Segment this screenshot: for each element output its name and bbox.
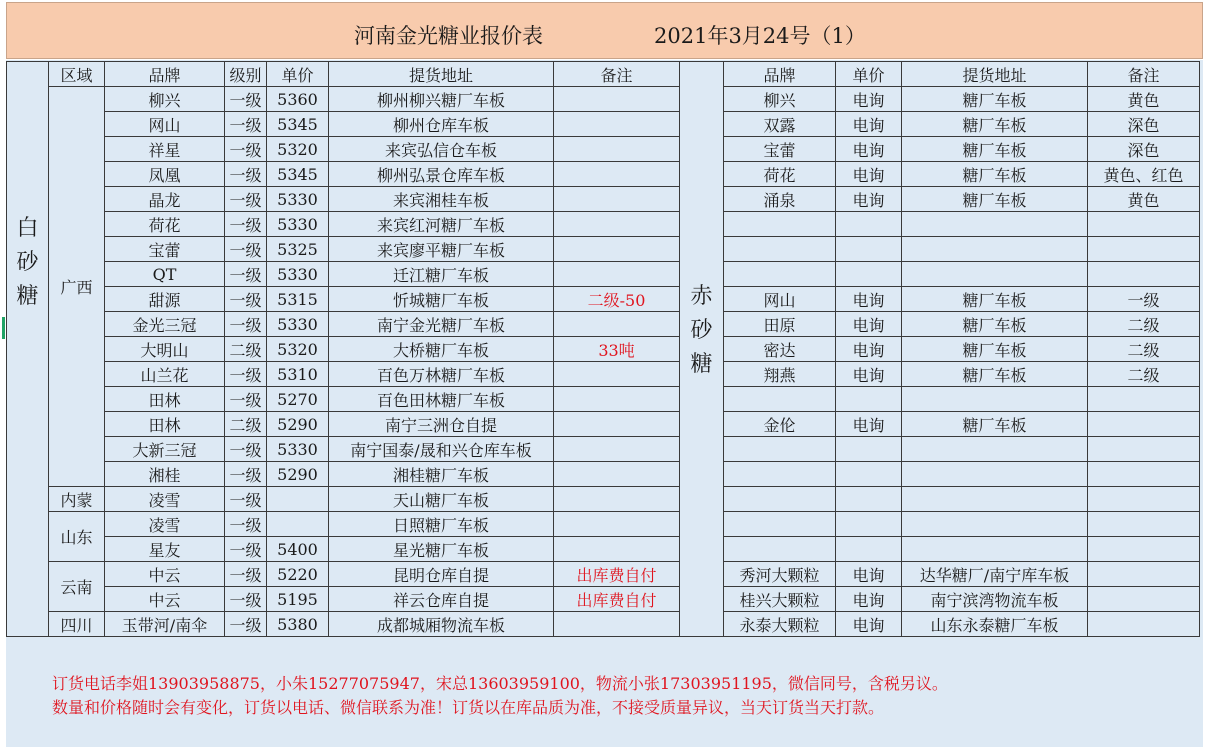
note-cell[interactable]: 出库费自付 [554,562,680,587]
address-cell[interactable]: 忻城糖厂车板 [329,287,554,312]
brown-price-cell[interactable]: 电询 [836,112,902,137]
footer-notes [52,672,1192,720]
price-cell[interactable]: 5310 [267,362,329,387]
grade-cell[interactable]: 一级 [225,587,267,612]
address-cell[interactable]: 柳州柳兴糖厂车板 [329,87,554,112]
brown-note-cell[interactable]: 一级 [1088,287,1200,312]
brown-note-cell[interactable] [1088,562,1200,587]
region-cell[interactable]: 内蒙 [49,487,105,512]
brown-brand-cell[interactable] [724,387,836,412]
header-cell[interactable]: 品牌 [724,62,836,87]
table-row [7,87,1200,112]
brown-address-cell[interactable]: 糖厂车板 [902,137,1088,162]
brown-price-cell[interactable] [836,487,902,512]
price-cell[interactable]: 5345 [267,162,329,187]
brown-brand-cell[interactable] [724,237,836,262]
note-cell[interactable] [554,162,680,187]
grade-cell[interactable]: 一级 [225,162,267,187]
grade-cell[interactable]: 一级 [225,312,267,337]
category-brown-sugar[interactable] [680,62,724,637]
region-cell[interactable]: 四川 [49,612,105,637]
brown-price-cell[interactable]: 电询 [836,187,902,212]
brown-price-cell[interactable] [836,512,902,537]
price-cell[interactable]: 5290 [267,462,329,487]
note-cell[interactable] [554,487,680,512]
brown-brand-cell[interactable]: 田原 [724,312,836,337]
note-cell[interactable] [554,112,680,137]
brown-brand-cell[interactable]: 秀河大颗粒 [724,562,836,587]
price-cell[interactable]: 5320 [267,137,329,162]
grade-cell[interactable]: 一级 [225,512,267,537]
grade-cell[interactable]: 一级 [225,212,267,237]
brown-note-cell[interactable] [1088,237,1200,262]
brown-price-cell[interactable]: 电询 [836,162,902,187]
brown-address-cell[interactable]: 糖厂车板 [902,412,1088,437]
brown-brand-cell[interactable]: 宝蕾 [724,137,836,162]
brown-note-cell[interactable] [1088,587,1200,612]
brown-price-cell[interactable] [836,237,902,262]
brand-cell[interactable]: 网山 [105,112,225,137]
price-cell[interactable]: 5325 [267,237,329,262]
brown-price-cell[interactable] [836,437,902,462]
table-row [7,562,1200,587]
grade-cell[interactable]: 一级 [225,262,267,287]
price-cell[interactable]: 5360 [267,87,329,112]
brown-note-cell[interactable] [1088,487,1200,512]
grade-cell[interactable]: 一级 [225,612,267,637]
brand-cell[interactable]: 荷花 [105,212,225,237]
table-row [7,412,1200,437]
note-cell[interactable] [554,187,680,212]
region-cell[interactable]: 广西 [49,87,105,487]
table-row [7,487,1200,512]
brown-brand-cell[interactable]: 荷花 [724,162,836,187]
category-char: 白 [16,216,39,241]
brown-price-cell[interactable]: 电询 [836,412,902,437]
note-cell[interactable]: 出库费自付 [554,587,680,612]
footer-line-contact: 订货电话李姐13903958875，小朱15277075947，宋总13603959100，物流小张17303951195，微信同号，含税另议。 [52,674,948,693]
brown-brand-cell[interactable]: 网山 [724,287,836,312]
selection-indicator [2,317,5,339]
note-cell[interactable] [554,312,680,337]
brown-price-cell[interactable]: 电询 [836,87,902,112]
brown-price-cell[interactable]: 电询 [836,287,902,312]
brown-note-cell[interactable] [1088,387,1200,412]
brown-brand-cell[interactable]: 双露 [724,112,836,137]
brand-cell[interactable]: 田林 [105,412,225,437]
category-char: 糖 [16,284,39,309]
brown-brand-cell[interactable]: 密达 [724,337,836,362]
note-cell[interactable] [554,437,680,462]
grade-cell[interactable]: 一级 [225,362,267,387]
table-row [7,137,1200,162]
grade-cell[interactable]: 一级 [225,287,267,312]
brown-price-cell[interactable]: 电询 [836,337,902,362]
category-char: 砂 [16,250,39,275]
address-cell[interactable]: 柳州仓库车板 [329,112,554,137]
region-cell[interactable]: 山东 [49,512,105,562]
price-cell[interactable]: 5195 [267,587,329,612]
brown-address-cell[interactable]: 糖厂车板 [902,312,1088,337]
brown-note-cell[interactable] [1088,412,1200,437]
brand-cell[interactable]: QT [105,262,225,287]
table-row [7,237,1200,262]
note-cell[interactable] [554,462,680,487]
brand-cell[interactable]: 凌雪 [105,487,225,512]
note-cell[interactable] [554,387,680,412]
brown-address-cell[interactable] [902,487,1088,512]
brown-price-cell[interactable] [836,537,902,562]
brown-note-cell[interactable] [1088,212,1200,237]
brown-brand-cell[interactable] [724,437,836,462]
grade-cell[interactable]: 一级 [225,562,267,587]
brown-price-cell[interactable] [836,212,902,237]
header-cell[interactable]: 品牌 [105,62,225,87]
price-cell[interactable]: 5330 [267,437,329,462]
brown-note-cell[interactable] [1088,512,1200,537]
note-cell[interactable] [554,262,680,287]
note-cell[interactable] [554,512,680,537]
grade-cell[interactable]: 二级 [225,412,267,437]
brand-cell[interactable]: 宝蕾 [105,237,225,262]
brown-brand-cell[interactable]: 翔燕 [724,362,836,387]
price-cell[interactable]: 5315 [267,287,329,312]
note-cell[interactable] [554,87,680,112]
grade-cell[interactable]: 一级 [225,187,267,212]
price-table [6,61,1200,637]
sheet-title: 河南金光糖业报价表 [354,24,543,48]
brand-cell[interactable]: 祥星 [105,137,225,162]
price-cell[interactable] [267,487,329,512]
address-cell[interactable]: 天山糖厂车板 [329,487,554,512]
price-cell[interactable]: 5400 [267,537,329,562]
grade-cell[interactable]: 一级 [225,112,267,137]
brown-address-cell[interactable]: 糖厂车板 [902,187,1088,212]
price-cell[interactable]: 5330 [267,187,329,212]
brand-cell[interactable]: 凌雪 [105,512,225,537]
title-bar[interactable] [6,2,1203,59]
brown-address-cell[interactable]: 南宁滨湾物流车板 [902,587,1088,612]
header-cell[interactable]: 单价 [836,62,902,87]
grade-cell[interactable]: 一级 [225,87,267,112]
brown-address-cell[interactable] [902,437,1088,462]
header-cell[interactable]: 提货地址 [329,62,554,87]
header-cell[interactable]: 级别 [225,62,267,87]
address-cell[interactable]: 星光糖厂车板 [329,537,554,562]
address-cell[interactable]: 来宾廖平糖厂车板 [329,237,554,262]
brown-address-cell[interactable] [902,237,1088,262]
brown-price-cell[interactable]: 电询 [836,562,902,587]
note-cell[interactable]: 二级-50 [554,287,680,312]
table-row [7,587,1200,612]
brown-note-cell[interactable] [1088,537,1200,562]
brown-address-cell[interactable]: 糖厂车板 [902,162,1088,187]
brown-note-cell[interactable]: 黄色、红色 [1088,162,1200,187]
brown-address-cell[interactable] [902,212,1088,237]
table-row [7,112,1200,137]
header-cell[interactable]: 备注 [554,62,680,87]
address-cell[interactable]: 百色田林糖厂车板 [329,387,554,412]
brown-price-cell[interactable] [836,262,902,287]
grade-cell[interactable]: 一级 [225,462,267,487]
brown-note-cell[interactable]: 二级 [1088,312,1200,337]
grade-cell[interactable]: 一级 [225,437,267,462]
sheet-date: 2021年3月24号（1） [654,24,866,48]
price-cell[interactable]: 5345 [267,112,329,137]
brown-address-cell[interactable] [902,537,1088,562]
table-row [7,212,1200,237]
grade-cell[interactable]: 一级 [225,237,267,262]
note-cell[interactable] [554,537,680,562]
brown-note-cell[interactable]: 深色 [1088,137,1200,162]
price-cell[interactable]: 5270 [267,387,329,412]
category-char: 糖 [690,352,713,377]
brown-brand-cell[interactable]: 桂兴大颗粒 [724,587,836,612]
brand-cell[interactable]: 田林 [105,387,225,412]
brown-price-cell[interactable] [836,387,902,412]
table-row [7,337,1200,362]
brand-cell[interactable]: 柳兴 [105,87,225,112]
header-cell[interactable]: 备注 [1088,62,1200,87]
note-cell[interactable] [554,212,680,237]
address-cell[interactable]: 来宾湘桂车板 [329,187,554,212]
address-cell[interactable]: 南宁三洲仓自提 [329,412,554,437]
address-cell[interactable]: 湘桂糖厂车板 [329,462,554,487]
price-cell[interactable]: 5320 [267,337,329,362]
brown-brand-cell[interactable]: 涌泉 [724,187,836,212]
brown-note-cell[interactable]: 二级 [1088,362,1200,387]
brand-cell[interactable]: 晶龙 [105,187,225,212]
brown-brand-cell[interactable]: 永泰大颗粒 [724,612,836,637]
brown-note-cell[interactable] [1088,437,1200,462]
address-cell[interactable]: 百色万林糖厂车板 [329,362,554,387]
header-cell[interactable]: 区域 [49,62,105,87]
brown-brand-cell[interactable] [724,487,836,512]
address-cell[interactable]: 来宾红河糖厂车板 [329,212,554,237]
address-cell[interactable]: 迁江糖厂车板 [329,262,554,287]
footer-line-terms: 数量和价格随时会有变化，订货以电话、微信联系为准！订货以在库品质为准，不接受质量异议，当天订货当天打款。 [52,698,885,717]
note-cell[interactable] [554,362,680,387]
brown-price-cell[interactable] [836,462,902,487]
brown-note-cell[interactable]: 深色 [1088,112,1200,137]
price-cell[interactable]: 5330 [267,212,329,237]
table-row [7,312,1200,337]
category-char: 赤 [690,284,713,309]
brown-address-cell[interactable]: 糖厂车板 [902,287,1088,312]
brand-cell[interactable]: 山兰花 [105,362,225,387]
brand-cell[interactable]: 玉带河/南伞 [105,612,225,637]
note-cell[interactable] [554,412,680,437]
brown-address-cell[interactable] [902,462,1088,487]
brown-address-cell[interactable]: 山东永泰糖厂车板 [902,612,1088,637]
address-cell[interactable]: 日照糖厂车板 [329,512,554,537]
table-row [7,537,1200,562]
brown-brand-cell[interactable] [724,212,836,237]
price-cell[interactable]: 5380 [267,612,329,637]
brown-price-cell[interactable]: 电询 [836,362,902,387]
note-cell[interactable] [554,137,680,162]
brown-note-cell[interactable]: 二级 [1088,337,1200,362]
table-row [7,362,1200,387]
brown-price-cell[interactable]: 电询 [836,587,902,612]
brand-cell[interactable]: 湘桂 [105,462,225,487]
brown-note-cell[interactable] [1088,612,1200,637]
address-cell[interactable]: 柳州弘景仓库车板 [329,162,554,187]
brand-cell[interactable]: 中云 [105,587,225,612]
brown-brand-cell[interactable]: 金伦 [724,412,836,437]
brown-address-cell[interactable]: 达华糖厂/南宁库车板 [902,562,1088,587]
table-row [7,287,1200,312]
brown-note-cell[interactable] [1088,262,1200,287]
brown-address-cell[interactable]: 糖厂车板 [902,87,1088,112]
brown-address-cell[interactable]: 糖厂车板 [902,362,1088,387]
table-row [7,612,1200,637]
brown-brand-cell[interactable] [724,512,836,537]
brand-cell[interactable]: 金光三冠 [105,312,225,337]
brown-brand-cell[interactable]: 柳兴 [724,87,836,112]
note-cell[interactable]: 33吨 [554,337,680,362]
brown-note-cell[interactable] [1088,462,1200,487]
brown-brand-cell[interactable] [724,462,836,487]
grade-cell[interactable]: 一级 [225,387,267,412]
category-white-sugar[interactable] [7,62,49,637]
table-row [7,387,1200,412]
brown-address-cell[interactable] [902,387,1088,412]
brand-cell[interactable]: 中云 [105,562,225,587]
price-cell[interactable] [267,512,329,537]
header-cell[interactable]: 提货地址 [902,62,1088,87]
grade-cell[interactable]: 一级 [225,537,267,562]
brown-note-cell[interactable]: 黄色 [1088,187,1200,212]
brand-cell[interactable]: 大明山 [105,337,225,362]
brown-price-cell[interactable]: 电询 [836,312,902,337]
address-cell[interactable]: 祥云仓库自提 [329,587,554,612]
brand-cell[interactable]: 大新三冠 [105,437,225,462]
brown-address-cell[interactable] [902,262,1088,287]
region-cell[interactable]: 云南 [49,562,105,612]
address-cell[interactable]: 成都城厢物流车板 [329,612,554,637]
table-row [7,187,1200,212]
address-cell[interactable]: 来宾弘信仓车板 [329,137,554,162]
brand-cell[interactable]: 凤凰 [105,162,225,187]
brown-brand-cell[interactable] [724,537,836,562]
note-cell[interactable] [554,237,680,262]
grade-cell[interactable]: 一级 [225,487,267,512]
table-row [7,162,1200,187]
table-row [7,262,1200,287]
brown-address-cell[interactable]: 糖厂车板 [902,337,1088,362]
brown-brand-cell[interactable] [724,262,836,287]
note-cell[interactable] [554,612,680,637]
category-char: 砂 [690,318,713,343]
brand-cell[interactable]: 星友 [105,537,225,562]
header-row [7,62,1200,87]
brown-note-cell[interactable]: 黄色 [1088,87,1200,112]
address-cell[interactable]: 大桥糖厂车板 [329,337,554,362]
table-row [7,462,1200,487]
address-cell[interactable]: 南宁金光糖厂车板 [329,312,554,337]
table-row [7,512,1200,537]
address-cell[interactable]: 南宁国泰/晟和兴仓库车板 [329,437,554,462]
brown-price-cell[interactable]: 电询 [836,137,902,162]
price-cell[interactable]: 5330 [267,312,329,337]
brown-price-cell[interactable]: 电询 [836,612,902,637]
price-cell[interactable]: 5220 [267,562,329,587]
grade-cell[interactable]: 一级 [225,137,267,162]
brown-address-cell[interactable]: 糖厂车板 [902,112,1088,137]
table-row [7,437,1200,462]
price-cell[interactable]: 5330 [267,262,329,287]
address-cell[interactable]: 昆明仓库自提 [329,562,554,587]
brand-cell[interactable]: 甜源 [105,287,225,312]
grade-cell[interactable]: 二级 [225,337,267,362]
price-cell[interactable]: 5290 [267,412,329,437]
brown-address-cell[interactable] [902,512,1088,537]
header-cell[interactable]: 单价 [267,62,329,87]
